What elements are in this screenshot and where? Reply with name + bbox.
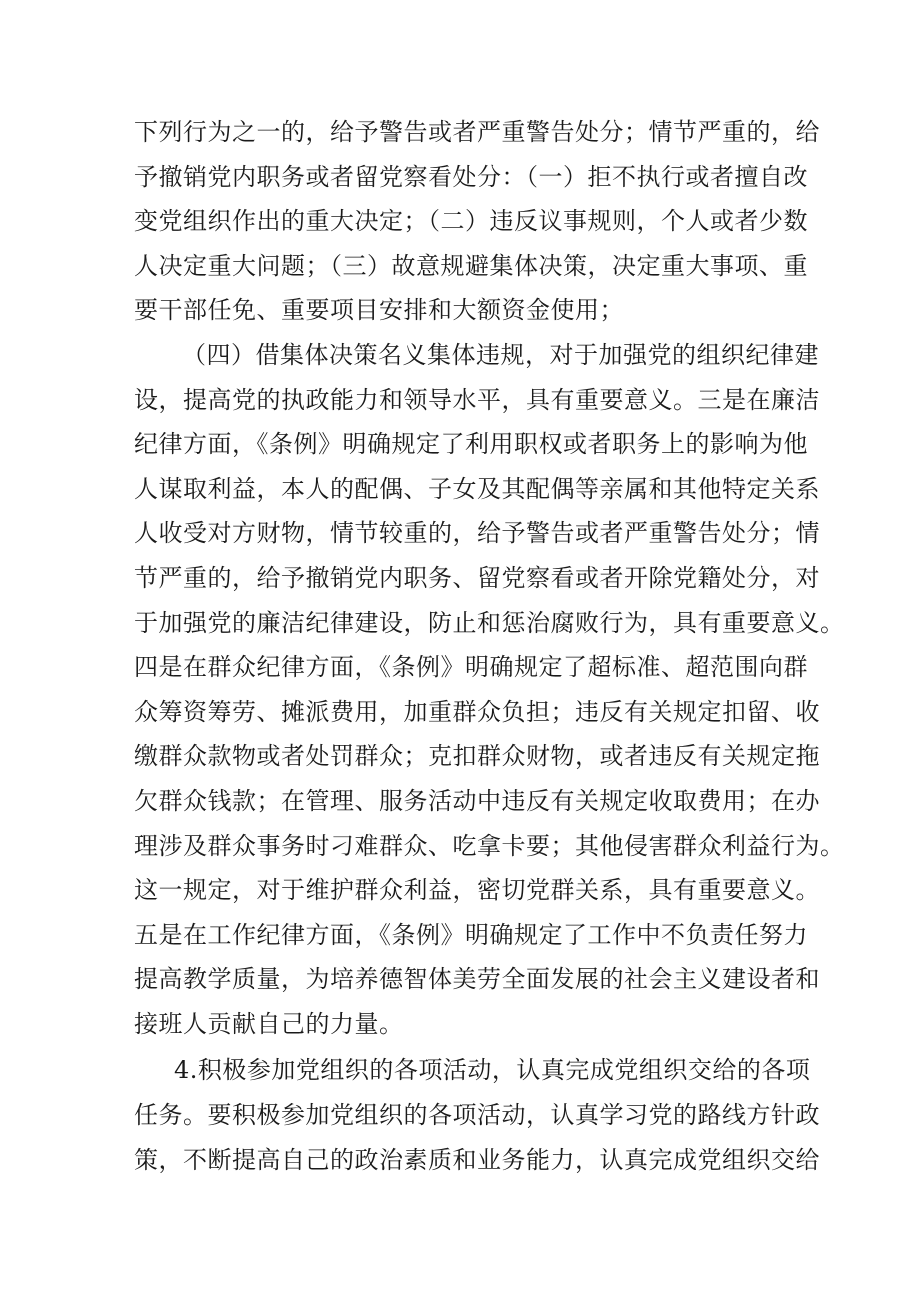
text-line: 任务。要积极参加党组织的各项活动，认真学习党的路线方针政 [134,1101,820,1130]
text-line: 策，不断提高自己的政治素质和业务能力，认真完成党组织交给 [134,1145,820,1174]
text-line: 要干部任免、重要项目安排和大额资金使用； [134,296,624,325]
text-line: 人决定重大问题；（三）故意规避集体决策，决定重大事项、重 [134,251,808,280]
document-body [134,110,845,1182]
text-line: 于加强党的廉洁纪律建设，防止和惩治腐败行为，具有重要意义。 [134,608,845,637]
text-line: 缴群众款物或者处罚群众；克扣群众财物，或者违反有关规定拖 [134,742,820,771]
text-line: 变党组织作出的重大决定；（二）违反议事规则，个人或者少数 [134,207,808,236]
text-line: （四）借集体决策名义集体违规，对于加强党的组织纪律建 [182,340,819,369]
text-line: 提高教学质量，为培养德智体美劳全面发展的社会主义建设者和 [134,965,820,994]
paragraph [134,110,820,333]
text-line: 四是在群众纪律方面，《条例》明确规定了超标准、超范围向群 [134,653,808,682]
text-line: 纪律方面，《条例》明确规定了利用职权或者职务上的影响为他 [134,430,808,459]
text-line: 予撤销党内职务或者留党察看处分：（一）拒不执行或者擅自改 [134,162,808,191]
text-line: 众筹资筹劳、摊派费用，加重群众负担；违反有关规定扣留、收 [134,697,820,726]
text-line: 理涉及群众事务时刁难群众、吃拿卡要；其他侵害群众利益行为。 [134,831,845,860]
text-line: 接班人贡献自己的力量。 [134,1009,404,1038]
text-line: 节严重的，给予撤销党内职务、留党察看或者开除党籍处分，对 [134,563,820,592]
text-line: 下列行为之一的，给予警告或者严重警告处分；情节严重的，给 [134,118,820,146]
text-line: 五是在工作纪律方面，《条例》明确规定了工作中不负责任努力 [134,920,808,949]
text-line: 人谋取利益，本人的配偶、子女及其配偶等亲属和其他特定关系 [134,474,820,503]
paragraph [134,1048,820,1182]
text-line: 4.积极参加党组织的各项活动，认真完成党组织交给的各项 [174,1056,811,1085]
text-line: 这一规定，对于维护群众利益，密切党群关系，具有重要意义。 [134,876,820,905]
text-line: 设，提高党的执政能力和领导水平，具有重要意义。三是在廉洁 [134,385,820,414]
paragraph [134,333,845,1047]
text-line: 欠群众钱款；在管理、服务活动中违反有关规定收取费用；在办 [134,786,820,815]
text-line: 人收受对方财物，情节较重的，给予警告或者严重警告处分；情 [134,519,820,548]
